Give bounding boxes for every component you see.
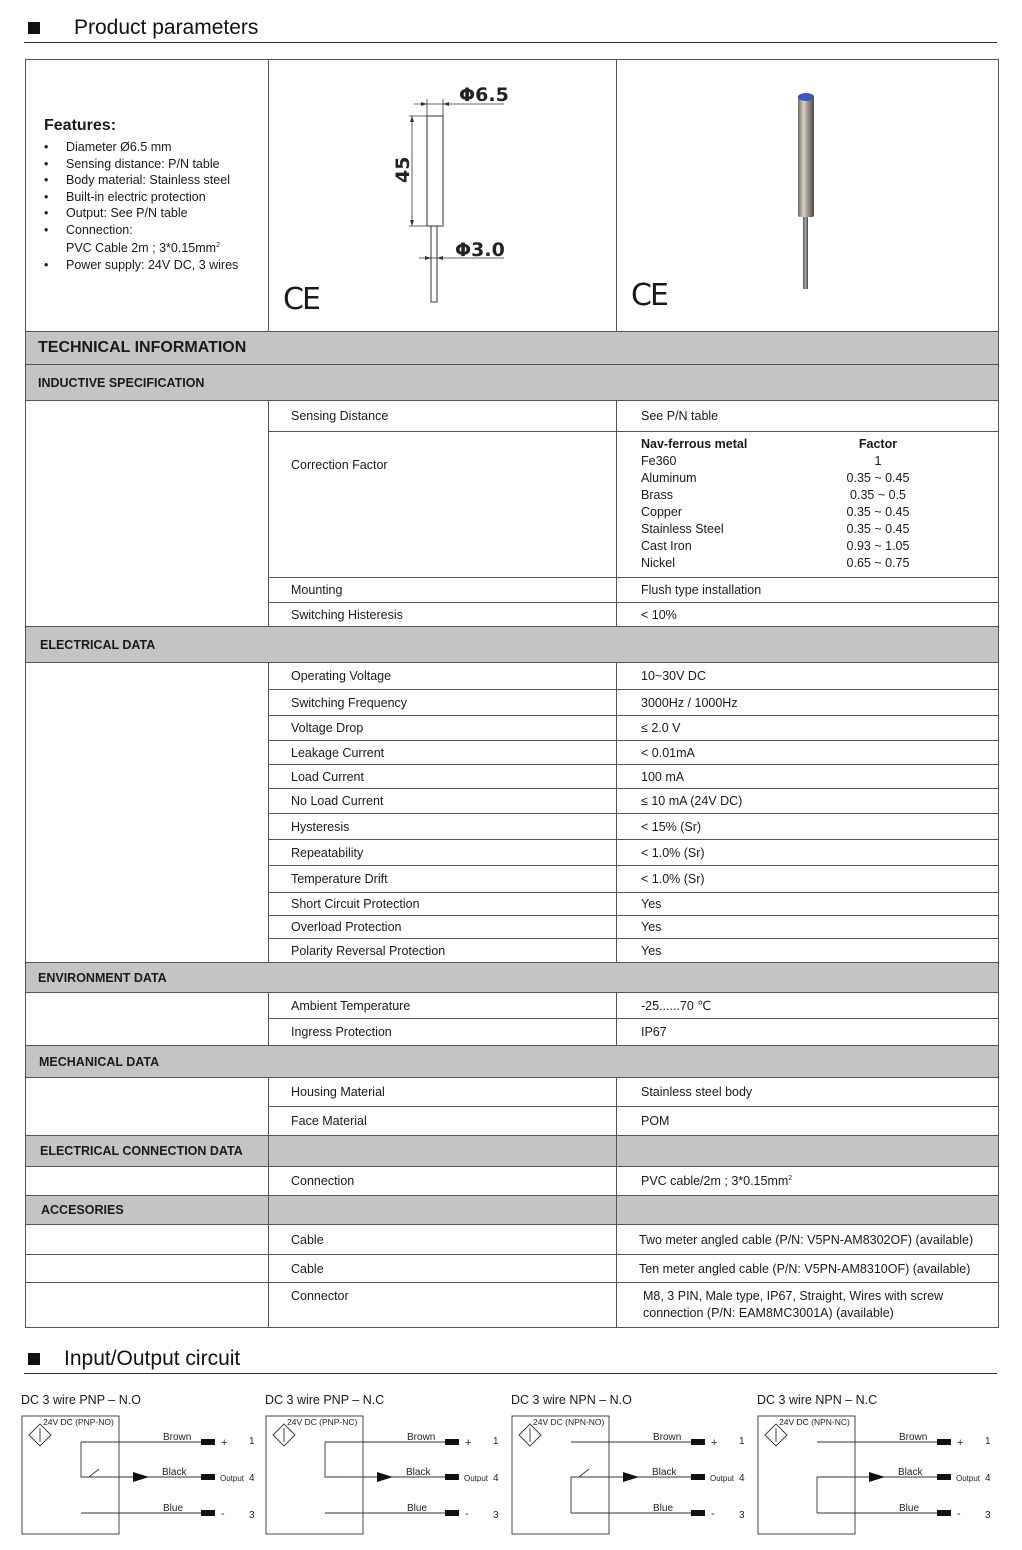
table-row [26, 1225, 999, 1255]
pin-number: 3 [985, 1510, 991, 1521]
spec-value: ≤ 10 mA (24V DC) [617, 789, 999, 814]
spec-label: Cable [269, 1225, 617, 1255]
spec-value: PVC cable/2m ; $3*0.15mm^2$ [617, 1167, 999, 1196]
table-row [26, 1167, 999, 1196]
terminal-output: Output [464, 1474, 489, 1483]
circuit-schematic [757, 1390, 1002, 1540]
tech-info-band [26, 332, 999, 365]
electrical-title: ELECTRICAL DATA [40, 637, 156, 652]
spec-label: Polarity Reversal Protection [269, 939, 617, 963]
features-title: Features: [44, 117, 117, 135]
feed-wire [325, 1442, 333, 1477]
feature-item: • Body material: Stainless steel [44, 172, 260, 189]
terminal-block [445, 1510, 459, 1516]
environment-title: ENVIRONMENT DATA [38, 970, 167, 985]
spec-label: Temperature Drift [269, 866, 617, 893]
terminal-block [937, 1474, 951, 1480]
pin-number: 3 [739, 1510, 745, 1521]
correction-factor-table [641, 436, 938, 572]
spec-value: Two meter angled cable (P/N: V5PN-AM8302OF) (available) [617, 1225, 999, 1255]
feed-wire [817, 1477, 825, 1513]
circuit-diagram [21, 1390, 266, 1540]
table-row [26, 993, 999, 1019]
feed-wire [81, 1442, 89, 1477]
circuit-title: DC 3 wire PNP – N.O [21, 1393, 141, 1407]
spec-label: Connection [269, 1167, 617, 1196]
square-bullet-icon [28, 22, 40, 34]
cf-metal: Cast Iron [641, 539, 692, 553]
circuit-diagrams [0, 1390, 1022, 1550]
wire-label-black: Black [652, 1467, 677, 1478]
environment-band [26, 963, 999, 993]
spec-value: Yes [617, 939, 999, 963]
spec-label: Correction Factor [269, 432, 617, 578]
feature-item: • Diameter Ø6.5 mm [44, 139, 260, 156]
cf-metal: Aluminum [641, 471, 697, 485]
terminal-output: Output [710, 1474, 735, 1483]
wire-label-black: Black [406, 1467, 431, 1478]
terminal-block [445, 1439, 459, 1445]
feature-item: • Connection: [44, 222, 260, 239]
circuit-diagram [265, 1390, 510, 1540]
terminal-block [691, 1474, 705, 1480]
spec-label: Hysteresis [269, 814, 617, 840]
pin-number: 3 [493, 1510, 499, 1521]
spec-label: Mounting [269, 578, 617, 603]
terminal-block [445, 1474, 459, 1480]
spec-value: POM [617, 1107, 999, 1136]
spec-value: M8, 3 PIN, Male type, IP67, Straight, Wires with screw connection (P/N: EAM8MC3001A) (available) [617, 1283, 999, 1328]
cf-factor: 0.35 ~ 0.45 [846, 471, 910, 485]
wire-label-brown: Brown [163, 1432, 192, 1443]
terminal-output: Output [956, 1474, 981, 1483]
switch-contact-open [89, 1469, 99, 1477]
spec-value: Yes [617, 916, 999, 939]
spec-label: Leakage Current [269, 741, 617, 765]
pin-number: 3 [249, 1510, 255, 1521]
features-row [26, 60, 999, 332]
cf-metal: Copper [641, 505, 682, 519]
ce-mark-icon: CE [283, 282, 319, 317]
spec-value: < 10% [617, 603, 999, 627]
spec-value: Flush type installation [617, 578, 999, 603]
product-photo [617, 61, 997, 331]
cf-factor: 0.35 ~ 0.45 [846, 505, 910, 519]
spec-label: Connector [269, 1283, 617, 1328]
circuit-diagram [757, 1390, 1002, 1540]
wire-label-black: Black [162, 1467, 187, 1478]
terminal-block [937, 1510, 951, 1516]
feature-item: • Sensing distance: P/N table [44, 156, 260, 173]
square-bullet-icon [28, 1353, 40, 1365]
spec-value: < 0.01mA [617, 741, 999, 765]
pin-number: 4 [493, 1473, 499, 1484]
pin-number: 1 [985, 1436, 991, 1447]
circuit-schematic [21, 1390, 266, 1540]
circuit-schematic [511, 1390, 756, 1540]
correction-factor-cell [617, 432, 999, 578]
section-header-product-parameters [24, 14, 997, 43]
cf-factor: 1 [874, 454, 882, 468]
spec-label: Operating Voltage [269, 663, 617, 690]
feature-item: • Power supply: 24V DC, 3 wires [44, 257, 260, 274]
table-row [26, 1283, 999, 1328]
cf-factor: 0.35 ~ 0.5 [850, 488, 906, 502]
table-row [26, 401, 999, 432]
terminal-block [691, 1510, 705, 1516]
features-cell [26, 60, 269, 332]
feature-item: PVC Cable 2m ; $3*0.15mm^2$ [66, 241, 220, 256]
pin-number: 4 [985, 1473, 991, 1484]
box-label: 24V DC (NPN-NC) [779, 1417, 850, 1427]
feed-wire [571, 1477, 579, 1513]
spec-value: < 15% (Sr) [617, 814, 999, 840]
terminal-minus: - [957, 1508, 961, 1520]
terminal-output: Output [220, 1474, 245, 1483]
output-arrow-icon [623, 1472, 639, 1482]
wire-label-blue: Blue [899, 1503, 920, 1514]
pin-number: 1 [493, 1436, 499, 1447]
box-label: 24V DC (NPN-NO) [533, 1417, 605, 1427]
tech-info-title: TECHNICAL INFORMATION [38, 339, 247, 356]
diameter-top-label: Φ6.5 [459, 83, 509, 106]
box-label: 24V DC (PNP-NC) [287, 1417, 358, 1427]
circuit-diagram [511, 1390, 756, 1540]
circuit-title: DC 3 wire PNP – N.C [265, 1393, 385, 1407]
dimension-drawing-cell [269, 60, 617, 332]
circuit-title: DC 3 wire NPN – N.C [757, 1393, 878, 1407]
output-arrow-icon [869, 1472, 885, 1482]
terminal-minus: - [221, 1508, 225, 1520]
spec-value: ≤ 2.0 V [617, 716, 999, 741]
spec-value: IP67 [617, 1019, 999, 1046]
table-row [26, 1078, 999, 1107]
pin-number: 4 [249, 1473, 255, 1484]
section-header-io-circuit [24, 1345, 997, 1374]
terminal-minus: - [465, 1508, 469, 1520]
connection-title: ELECTRICAL CONNECTION DATA [40, 1144, 243, 1158]
cf-header-factor: Factor [858, 437, 898, 451]
spec-label: Face Material [269, 1107, 617, 1136]
cf-header-metal: Nav-ferrous metal [641, 437, 748, 451]
spec-value: 100 mA [617, 765, 999, 789]
spec-value: 3000Hz / 1000Hz [617, 690, 999, 716]
spec-value: See P/N table [617, 401, 999, 432]
spec-label: Housing Material [269, 1078, 617, 1107]
terminal-block [691, 1439, 705, 1445]
terminal-plus: + [221, 1437, 228, 1449]
terminal-block [201, 1439, 215, 1445]
spec-value: -25......70 ℃ [617, 993, 999, 1019]
wire-label-brown: Brown [407, 1432, 436, 1443]
features-list [44, 139, 260, 273]
table-row [26, 1255, 999, 1283]
cf-metal: Fe360 [641, 454, 677, 468]
inductive-title: INDUCTIVE SPECIFICATION [38, 375, 205, 390]
switch-contact-open [579, 1469, 589, 1477]
spec-label: Switching Histeresis [269, 603, 617, 627]
feature-item: • Output: See P/N table [44, 205, 260, 222]
cf-factor: 0.35 ~ 0.45 [846, 522, 910, 536]
spec-label: Ambient Temperature [269, 993, 617, 1019]
connection-band [26, 1136, 999, 1167]
mechanical-title: MECHANICAL DATA [39, 1054, 160, 1069]
terminal-block [937, 1439, 951, 1445]
circuit-title: DC 3 wire NPN – N.O [511, 1393, 632, 1407]
pin-number: 1 [739, 1436, 745, 1447]
spec-label: No Load Current [269, 789, 617, 814]
spec-value: < 1.0% (Sr) [617, 840, 999, 866]
table-row [26, 663, 999, 690]
spec-label: Short Circuit Protection [269, 893, 617, 916]
spec-label: Ingress Protection [269, 1019, 617, 1046]
cf-factor: 0.93 ~ 1.05 [846, 539, 910, 553]
accessories-title: ACCESORIES [41, 1203, 124, 1217]
feature-item: • Built-in electric protection [44, 189, 260, 206]
box-label: 24V DC (PNP-NO) [43, 1417, 114, 1427]
sensor-box [758, 1416, 855, 1534]
terminal-plus: + [957, 1437, 964, 1449]
terminal-plus: + [711, 1437, 718, 1449]
length-label: 45 [392, 156, 414, 183]
wire-label-brown: Brown [899, 1432, 928, 1443]
wire-label-blue: Blue [407, 1503, 428, 1514]
terminal-block [201, 1474, 215, 1480]
wire-label-brown: Brown [653, 1432, 682, 1443]
spec-table [25, 59, 999, 1328]
section-title: Input/Output circuit [64, 1347, 241, 1370]
spec-value: < 1.0% (Sr) [617, 866, 999, 893]
spec-value: Yes [617, 893, 999, 916]
spec-value: 10~30V DC [617, 663, 999, 690]
spec-value: Stainless steel body [617, 1078, 999, 1107]
wire-label-black: Black [898, 1467, 923, 1478]
terminal-block [201, 1510, 215, 1516]
sensor-box [512, 1416, 609, 1534]
terminal-plus: + [465, 1437, 472, 1449]
accessories-band [26, 1196, 999, 1225]
spec-value: Ten meter angled cable (P/N: V5PN-AM8310OF) (available) [617, 1255, 999, 1283]
spec-label: Sensing Distance [269, 401, 617, 432]
wire-label-blue: Blue [653, 1503, 674, 1514]
cf-factor: 0.65 ~ 0.75 [846, 556, 910, 570]
mechanical-band [26, 1046, 999, 1078]
electrical-band [26, 627, 999, 663]
spec-label: Overload Protection [269, 916, 617, 939]
terminal-minus: - [711, 1508, 715, 1520]
cf-metal: Nickel [641, 556, 676, 570]
wire-label-blue: Blue [163, 1503, 184, 1514]
output-arrow-icon [133, 1472, 149, 1482]
spec-label: Repeatability [269, 840, 617, 866]
sensor-box [22, 1416, 119, 1534]
cf-metal: Stainless Steel [641, 522, 724, 536]
circuit-schematic [265, 1390, 510, 1540]
spec-label: Cable [269, 1255, 617, 1283]
product-photo-cell [617, 60, 999, 332]
ce-mark-icon: CE [631, 278, 667, 313]
section-title: Product parameters [74, 16, 259, 39]
dimension-drawing [269, 61, 615, 331]
sensor-box [266, 1416, 363, 1534]
inductive-band [26, 365, 999, 401]
output-arrow-icon [377, 1472, 393, 1482]
diameter-bottom-label: Φ3.0 [455, 238, 505, 261]
spec-label: Voltage Drop [269, 716, 617, 741]
cf-metal: Brass [641, 488, 673, 502]
spec-label: Switching Frequency [269, 690, 617, 716]
pin-number: 1 [249, 1436, 255, 1447]
spec-label: Load Current [269, 765, 617, 789]
pin-number: 4 [739, 1473, 745, 1484]
